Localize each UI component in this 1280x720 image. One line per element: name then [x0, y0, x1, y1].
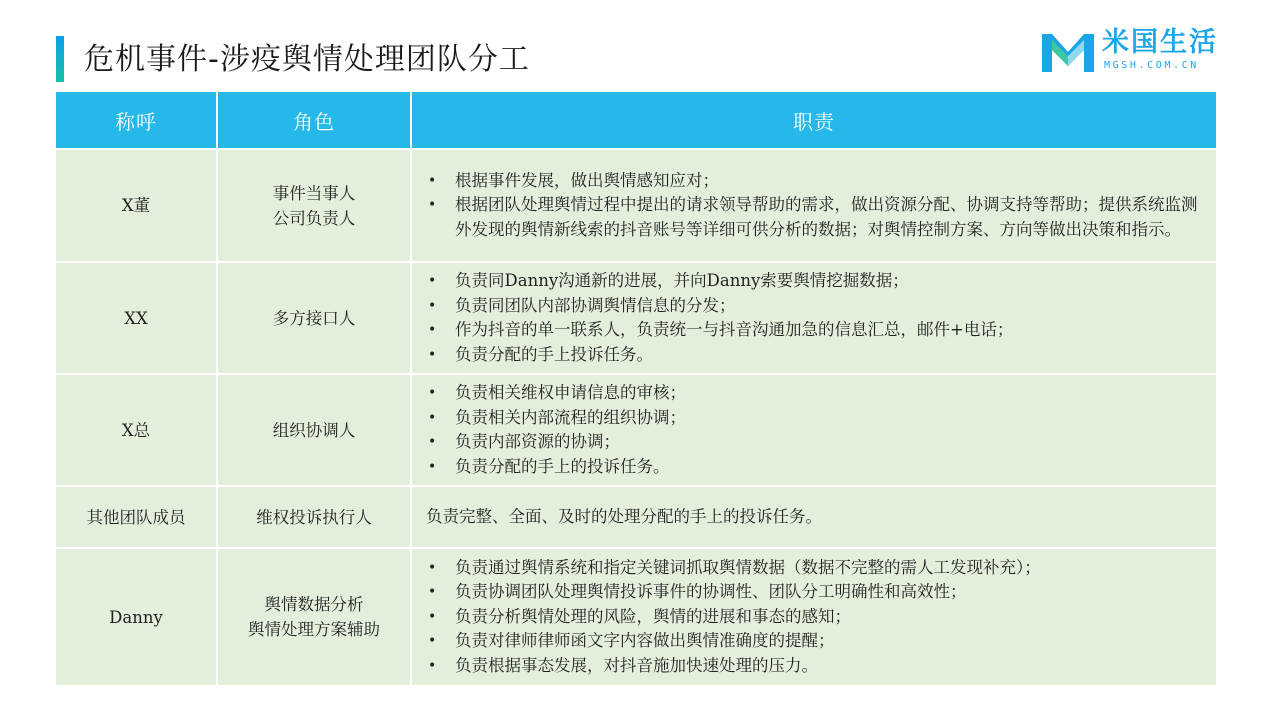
role-line: 舆情数据分析 — [264, 595, 364, 614]
cell-role — [217, 149, 411, 262]
cell-role — [217, 548, 411, 685]
page-title: 危机事件-涉疫舆情处理团队分工 — [84, 42, 530, 77]
role-line: 维权投诉执行人 — [256, 507, 372, 527]
duty-item: • 负责对律师律师函文字内容做出舆情准确度的提醒； — [422, 629, 1208, 654]
cell-role — [217, 262, 411, 374]
cell-role — [217, 486, 411, 548]
duty-item: • 负责相关内部流程的组织协调； — [422, 406, 1208, 431]
logo-m-icon — [1040, 30, 1096, 74]
cell-duty — [411, 262, 1216, 374]
duty-item: • 根据事件发展，做出舆情感知应对； — [422, 169, 1208, 194]
duty-item: • 负责根据事态发展，对抖音施加快速处理的压力。 — [422, 654, 1208, 679]
cell-role — [217, 374, 411, 486]
cell-name: 其他团队成员 — [56, 486, 217, 548]
cell-duty — [411, 374, 1216, 486]
duty-item: • 负责同团队内部协调舆情信息的分发； — [422, 294, 1208, 319]
role-line: 公司负责人 — [272, 208, 356, 228]
duty-item: • 负责相关维权申请信息的审核； — [422, 381, 1208, 406]
duty-item: • 负责分配的手上的投诉任务。 — [422, 455, 1208, 480]
duty-list — [422, 556, 1208, 679]
cell-duty — [411, 548, 1216, 685]
duty-list — [422, 169, 1208, 243]
duty-list — [422, 381, 1208, 479]
duty-item: • 根据团队处理舆情过程中提出的请求领导帮助的需求，做出资源分配、协调支持等帮助；提供系统监测外发现的舆情新线索的抖音账号等详细可供分析的数据；对舆情控制方案、方向等做出决策和指示。 — [422, 193, 1208, 242]
duty-item: • 负责内部资源的协调； — [422, 430, 1208, 455]
table-row — [56, 374, 1216, 486]
duty-item: • 负责协调团队处理舆情投诉事件的协调性、团队分工明确性和高效性； — [422, 580, 1208, 605]
duty-item: • 负责同Danny沟通新的进展，并向Danny索要舆情挖掘数据； — [422, 269, 1208, 294]
duty-item: • 负责分配的手上投诉任务。 — [422, 343, 1208, 368]
table-row — [56, 486, 1216, 548]
duty-item: • 作为抖音的单一联系人，负责统一与抖音沟通加急的信息汇总，邮件+电话； — [422, 318, 1208, 343]
cell-name: X董 — [56, 149, 217, 262]
role-line: 舆情处理方案辅助 — [248, 620, 380, 639]
table-row — [56, 262, 1216, 374]
cell-duty — [411, 486, 1216, 548]
header-role: 角色 — [217, 92, 411, 149]
duty-list — [422, 269, 1208, 367]
role-line: 多方接口人 — [272, 308, 356, 328]
table-header-row — [56, 92, 1216, 149]
duty-text: 负责完整、全面、及时的处理分配的手上的投诉任务。 — [426, 507, 822, 526]
duty-item: • 负责通过舆情系统和指定关键词抓取舆情数据（数据不完整的需人工发现补充）； — [422, 556, 1208, 581]
logo-domain: MGSH.COM.CN — [1104, 60, 1199, 71]
duty-table — [56, 92, 1216, 685]
cell-name: Danny — [56, 548, 217, 685]
cell-name: X总 — [56, 374, 217, 486]
role-line: 事件当事人 — [272, 183, 356, 203]
cell-name: XX — [56, 262, 217, 374]
logo-name: 米国生活 — [1102, 27, 1218, 58]
role-line: 组织协调人 — [272, 420, 356, 440]
header-name: 称呼 — [56, 92, 217, 149]
brand-logo — [1040, 28, 1250, 76]
header-duty: 职责 — [411, 92, 1216, 149]
duty-item: • 负责分析舆情处理的风险，舆情的进展和事态的感知； — [422, 605, 1208, 630]
title-accent-bar — [56, 36, 64, 82]
cell-duty — [411, 149, 1216, 262]
table-row — [56, 149, 1216, 262]
table-row — [56, 548, 1216, 685]
